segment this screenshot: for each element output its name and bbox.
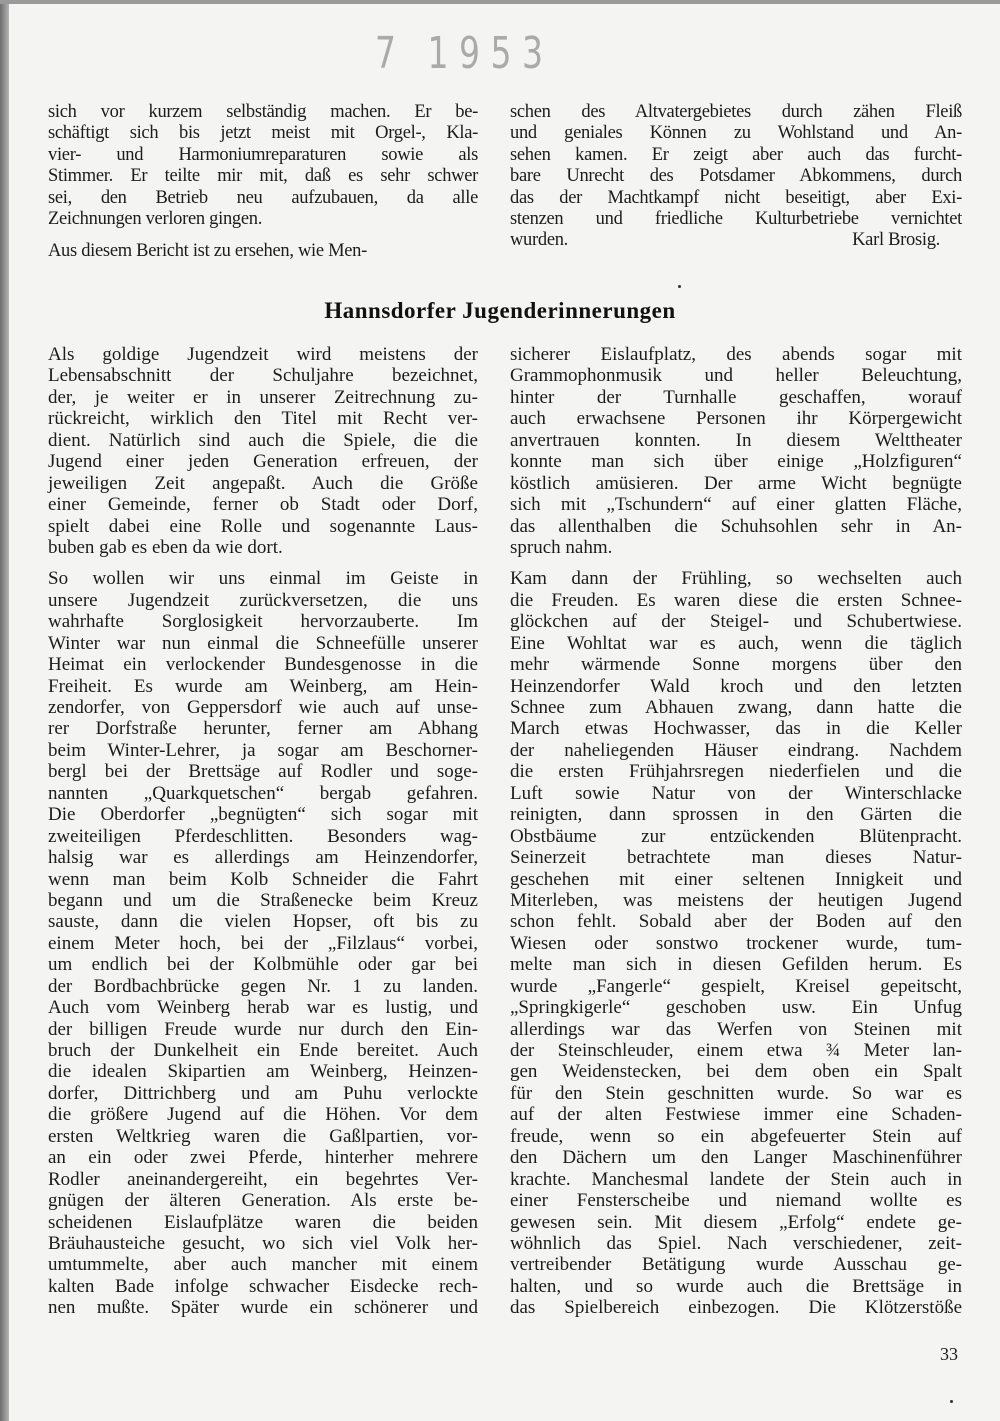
text-line: wöhnlich das Spiel. Nach verschiedener, zeit-	[510, 1232, 962, 1254]
text-line: der Steinschleuder, einem etwa ¾ Meter lan-	[510, 1040, 962, 1061]
text-line: anvertrauen konnten. In diesem Welttheater	[510, 429, 962, 451]
text-line: halsig war es allerdings am Heinzendorfer,	[48, 847, 478, 869]
text-line: bruch der Dunkelheit ein Ende bereitet. Auch	[48, 1040, 478, 1061]
paragraph	[510, 344, 962, 558]
text-line: umtummelte, aber auch mancher mit einem	[48, 1254, 478, 1276]
text-line: gewesen sein. Mit diesem „Erfolg“ endete ge-	[510, 1211, 962, 1233]
text-line: das Spielbereich einbezogen. Die Klötzerstöße	[510, 1297, 962, 1319]
closing-word: wurden.	[510, 230, 569, 250]
text-line: Als goldige Jugendzeit wird meistens der	[48, 344, 478, 365]
text-line: „Springkigerle“ geschoben usw. Ein Unfug	[510, 997, 962, 1019]
text-line: der, je weiter er in unserer Zeitrechnung zu-	[48, 386, 478, 408]
text-line: glöckchen auf der Steigel- und Schubertwiese.	[510, 611, 962, 633]
text-line: Wiesen oder sonstwo trockener wurde, tum-	[510, 932, 962, 954]
author-name: Karl Brosig.	[852, 230, 940, 250]
text-line: Auch vom Weinberg herab war es lustig, und	[48, 997, 478, 1019]
text-line: geschehen mit einer seltenen Innigkeit und	[510, 868, 962, 890]
text-line: wenn man beim Kolb Schneider die Fahrt	[48, 868, 478, 890]
print-speck	[678, 285, 681, 288]
text-line: March etwas Hochwasser, das in die Keller	[510, 718, 962, 740]
text-line: gnügen der älteren Generation. Als erste be-	[48, 1190, 478, 1212]
text-line: die ersten Frühjahrsregen niederfielen und die	[510, 761, 962, 783]
text-line: Winter war nun einmal die Schneefülle unserer	[48, 632, 478, 654]
text-line: vier- und Harmoniumreparaturen sowie als	[48, 144, 478, 165]
text-line: So wollen wir uns einmal im Geiste in	[48, 568, 478, 590]
text-line: Die Oberdorfer „begnügten“ sich sogar mit	[48, 804, 478, 826]
text-line: ersten Weltkrieg waren die Gaßlpartien, vor-	[48, 1125, 478, 1147]
text-line: schäftigt sich bis jetzt meist mit Orgel-, Kla-	[48, 123, 478, 144]
text-line: Jugend einer jeden Generation erfreuen, der	[48, 451, 478, 473]
text-line: schen des Altvatergebietes durch zähen Fleiß	[510, 102, 962, 122]
text-line: auf der alten Festwiese immer eine Schaden-	[510, 1104, 962, 1126]
text-line: schon fehlt. Sobald aber der Boden auf den	[510, 911, 962, 933]
print-speck	[950, 1400, 953, 1403]
text-line: Heimat ein verlockender Bundesgenosse in die	[48, 654, 478, 676]
text-line: wahrhafte Sorglosigkeit hervorzauberte. Im	[48, 611, 478, 633]
text-line: Heinzendorfer Wald kroch und den letzten	[510, 675, 962, 697]
text-line: einer Gemeinde, ferner ob Stadt oder Dorf,	[48, 494, 478, 516]
paragraph	[510, 568, 962, 1318]
text-line: melte man sich in diesen Gefilden herum. Es	[510, 954, 962, 976]
text-line: zendorfer, von Geppersdorf wie auch auf unse-	[48, 697, 478, 718]
text-line: vertreibender Betätigung wurde Ausschau ge-	[510, 1254, 962, 1276]
text-line: sich mit „Tschundern“ auf einer glatten Fläche,	[510, 494, 962, 516]
text-line: freude, wenn so ein abgefeuerter Stein auf	[510, 1125, 962, 1147]
text-line: für den Stein geschnitten wurde. So war es	[510, 1082, 962, 1104]
text-line: Lebensabschnitt der Schuljahre bezeichnet,	[48, 365, 478, 387]
top-right-column	[510, 102, 962, 241]
text-line: sehen kamen. Er zeigt aber auch das furcht-	[510, 144, 962, 165]
text-line: kalten Bade infolge schwacher Eisdecke rech-	[48, 1275, 478, 1297]
text-line: bare Unrecht des Potsdamer Abkommens, durch	[510, 166, 962, 187]
text-line: unsere Jugendzeit zurückversetzen, die uns	[48, 589, 478, 611]
text-line: Stimmer. Er teilte mir mit, daß es sehr schwer	[48, 166, 478, 187]
text-line: sich vor kurzem selbständig machen. Er be-	[48, 102, 478, 122]
page-number: 33	[940, 1344, 958, 1364]
text-line: Grammophonmusik und heller Beleuchtung,	[510, 365, 962, 387]
text-line: sauste, dann die vielen Hopser, oft bis zu	[48, 911, 478, 933]
text-line: scheidenen Eislaufplätze waren die beiden	[48, 1211, 478, 1233]
text-line: krachte. Manchesmal landete der Stein auch in	[510, 1168, 962, 1190]
text-line: Eine Wohltat war es auch, wenn die täglich	[510, 632, 962, 654]
text-line: spielt dabei eine Rolle und sogenannte Laus-	[48, 515, 478, 537]
text-line: rer Dorfstraße herunter, ferner am Abhang	[48, 718, 478, 740]
text-line: begann und um die Straßenecke beim Kreuz	[48, 889, 478, 911]
top-left-column	[48, 102, 478, 272]
text-line: Rodler aneinandergereiht, ein begehrtes Ver-	[48, 1168, 478, 1190]
text-line: den Dächern um den Langer Maschinenführer	[510, 1147, 962, 1169]
text-line: Obstbäume zur entzückenden Blütenpracht.	[510, 825, 962, 847]
text-line: Seinerzeit betrachtete man dieses Natur-	[510, 847, 962, 869]
text-line: sicherer Eislaufplatz, des abends sogar mit	[510, 344, 962, 365]
text-line: die Freuden. Es waren diese die ersten Schnee-	[510, 589, 962, 611]
article-right-column	[510, 344, 962, 1329]
text-line: die idealen Skipartien am Weinberg, Heinzen-	[48, 1061, 478, 1083]
text-line: und geniales Können zu Wohlstand und An-	[510, 123, 962, 144]
text-line: halten, und so wurde auch die Brettsäge in	[510, 1275, 962, 1297]
text-line: das der Machtkampf nicht beseitigt, aber Exi-	[510, 187, 962, 208]
text-line: Bräuhausteiche gesucht, wo sich viel Volk her-	[48, 1232, 478, 1254]
paragraph	[48, 568, 478, 1318]
text-line: Luft sowie Natur von der Winterschlacke	[510, 782, 962, 804]
text-line: der naheliegenden Häuser eindrang. Nachdem	[510, 739, 962, 761]
article-left-column	[48, 344, 478, 1329]
text-line: der Bordbachbrücke gegen Nr. 1 zu landen.	[48, 975, 478, 997]
text-line: hinter der Turnhalle geschaffen, worauf	[510, 386, 962, 408]
paragraph	[48, 344, 478, 558]
text-line: Zeichnungen verloren gingen.	[48, 209, 263, 230]
text-line: die größere Jugend auf die Höhen. Vor dem	[48, 1104, 478, 1126]
text-line: Aus diesem Bericht ist zu ersehen, wie Men-	[48, 240, 367, 261]
text-line: wurde „Fangerle“ gespielt, Kreisel gepeitscht,	[510, 975, 962, 997]
text-line: das allenthalben die Schuhsohlen sehr in An-	[510, 515, 962, 537]
text-line: stenzen und friedliche Kulturbetriebe vernichtet	[510, 209, 962, 230]
date-stamp: 7 1953	[375, 28, 554, 79]
text-line: Miterleben, was meistens der heutigen Jugend	[510, 889, 962, 911]
signature-line	[510, 230, 940, 251]
text-line: auch erwachsene Personen ihr Körpergewicht	[510, 408, 962, 430]
paragraph	[48, 241, 478, 262]
text-line: rückreicht, wirklich den Titel mit Recht ver-	[48, 408, 478, 430]
text-line: mehr wärmende Sonne morgens über den	[510, 654, 962, 676]
text-line: reinigten, dann sprossen in den Gärten die	[510, 804, 962, 826]
text-line: bergl bei der Brettsäge auf Rodler und soge-	[48, 761, 478, 783]
text-line: köstlich amüsieren. Der arme Wicht begnügte	[510, 472, 962, 494]
text-line: spruch nahm.	[510, 536, 613, 558]
paragraph	[510, 102, 962, 231]
text-line: zweiteiligen Pferdeschlitten. Besonders wag-	[48, 825, 478, 847]
text-line: einer Fensterscheibe und niemand wollte es	[510, 1190, 962, 1212]
text-line: an ein oder zwei Pferde, hinterher mehrere	[48, 1147, 478, 1169]
text-line: jeweiligen Zeit angepaßt. Auch die Größe	[48, 472, 478, 494]
text-line: Kam dann der Frühling, so wechselten auch	[510, 568, 962, 590]
text-line: dorfer, Dittrichberg und am Puhu verlockte	[48, 1082, 478, 1104]
text-line: buben gab es eben da wie dort.	[48, 536, 283, 558]
text-line: um endlich bei der Kolbmühle oder gar bei	[48, 954, 478, 976]
text-line: beim Winter-Lehrer, ja sogar am Beschorner-	[48, 739, 478, 761]
text-line: allerdings war das Werfen von Steinen mit	[510, 1018, 962, 1040]
text-line: konnte man sich über einige „Holzfiguren“	[510, 451, 962, 473]
page-binding-edge	[0, 0, 9, 1421]
text-line: nannten „Quarkquetschen“ bergab gefahren.	[48, 782, 478, 804]
text-line: einem Meter hoch, bei der „Filzlaus“ vorbei,	[48, 932, 478, 954]
text-line: dient. Natürlich sind auch die Spiele, die die	[48, 429, 478, 451]
text-line: nen mußte. Später wurde ein schönerer und	[48, 1297, 478, 1319]
text-line: sei, den Betrieb neu aufzubauen, da alle	[48, 187, 478, 208]
scan-top-edge	[0, 0, 1000, 4]
text-line: Freiheit. Es wurde am Weinberg, am Hein-	[48, 675, 478, 697]
text-line: Schnee zum Abhauen zwang, dann hatte die	[510, 697, 962, 718]
article-title: Hannsdorfer Jugenderinnerungen	[324, 298, 676, 323]
paragraph	[48, 102, 478, 231]
text-line: der billigen Freude wurde nur durch den Ein-	[48, 1018, 478, 1040]
text-line: gen Weidenstecken, bei dem oben ein Spalt	[510, 1061, 962, 1083]
